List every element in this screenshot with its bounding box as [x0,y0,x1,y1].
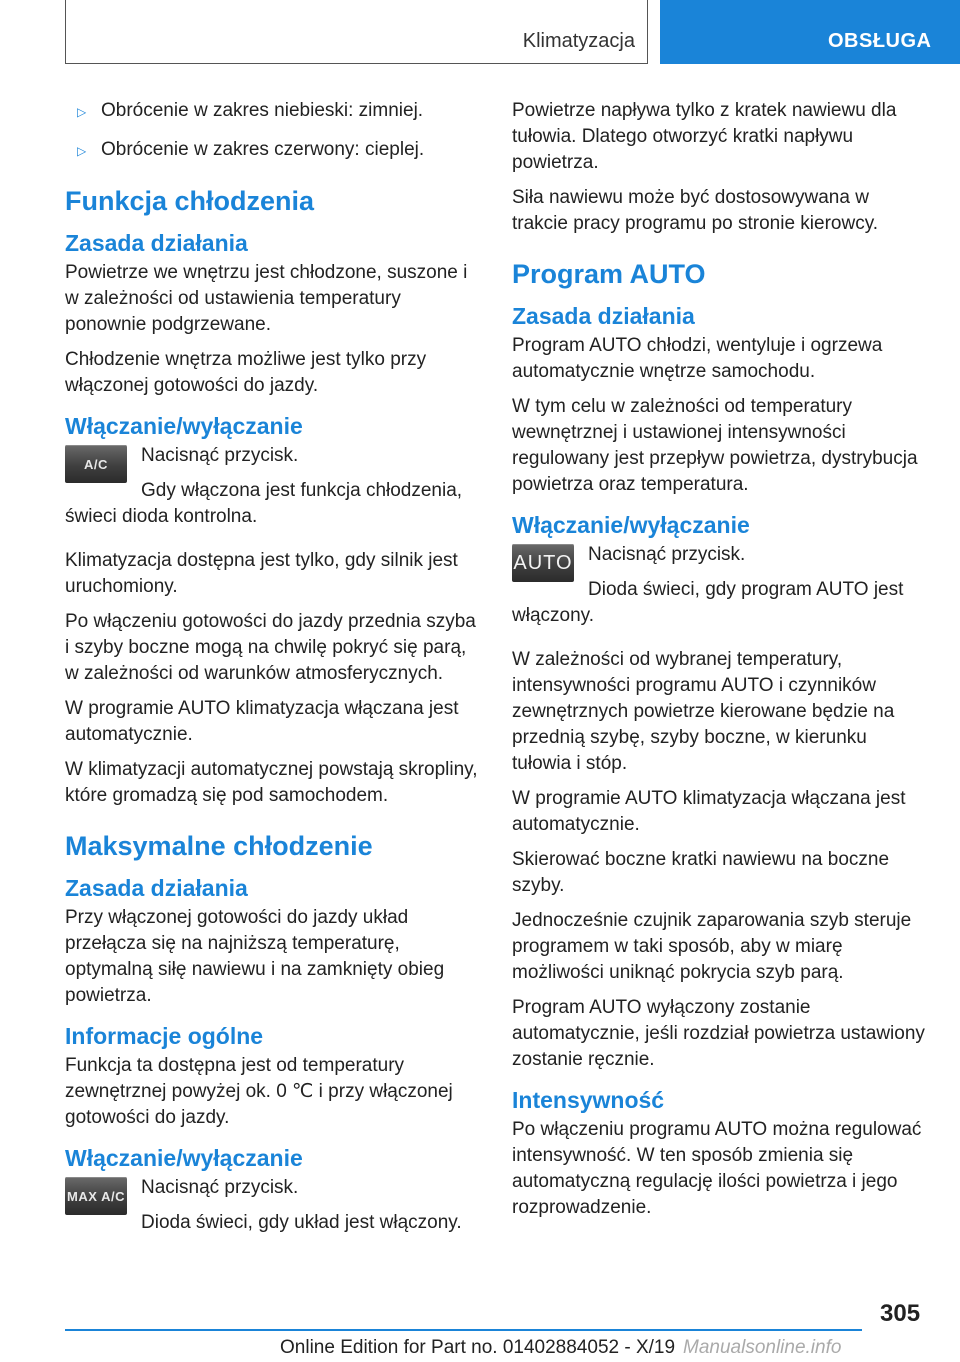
triangle-right-icon: ▷ [77,144,87,158]
paragraph: W programie AUTO klimatyzacja włączana jest automatycznie. [512,788,906,835]
paragraph: Skierować boczne kratki nawiewu na boczne szyby. [512,849,890,896]
list-item: ▷ Obrócenie w zakres niebieski: zimniej. [65,98,480,125]
paragraph: Powietrze napływa tylko z kratek nawiewu dla tułowia. Dlatego otworzyć kratki napływu powietrza. [512,100,897,173]
paragraph: Nacisnąć przycisk. [588,544,746,565]
header-section-box [65,0,648,64]
paragraph: W tym celu w zależności od temperatury wewnętrznej i ustawionej intensywności regulowany jest przepływ powietrza, dystrybucja powietrza oraz temperatura. [512,396,918,495]
heading-principle: Zasada działania [512,303,695,329]
heading-general-info: Informacje ogólne [65,1023,264,1049]
page-number: 305 [880,1300,921,1327]
heading-on-off: Włączanie/wyłączanie [65,413,303,439]
paragraph: Program AUTO wyłączony zostanie automatycznie, jeśli rozdział powietrza ustawiony zostanie ręcznie. [512,997,925,1070]
ac-button-image: A/C [65,445,127,483]
paragraph: W zależności od wybranej temperatury, intensywności programu AUTO i czynników zewnętrznych powietrze kierowane będzie na przednią szybę, szyby boczne, w kierunku tułowia i stóp. [512,649,895,774]
paragraph: Dioda świeci, gdy układ jest włączony. [141,1212,462,1233]
heading-intensity: Intensywność [512,1087,665,1113]
heading-principle: Zasada działania [65,875,248,901]
paragraph: Przy włączonej gotowości do jazdy układ przełącza się na najniższą temperaturę, optymalną siłę nawiewu i na zamknięty obieg powietrza. [65,907,445,1006]
heading-principle: Zasada działania [65,230,248,256]
paragraph: Po włączeniu programu AUTO można regulować intensywność. W ten sposób zmienia się automatyczną regulację ilości powietrza i jego rozprowadzenie. [512,1119,922,1218]
right-column [512,98,927,1230]
paragraph: Powietrze we wnętrzu jest chłodzone, suszone i w zależności od ustawienia temperatury ponownie podgrzewane. [65,262,468,335]
paragraph: Siła nawiewu może być dostosowywana w trakcie pracy programu po stronie kierowcy. [512,187,879,234]
paragraph: Jednocześnie czujnik zaparowania szyb steruje programem w taki sposób, aby w miarę możliwości uniknąć pokrycia szyb parą. [512,910,912,983]
button-instruction [65,1175,480,1245]
left-column [65,98,480,1245]
paragraph: Program AUTO chłodzi, wentyluje i ogrzewa automatycznie wnętrze samochodu. [512,335,883,382]
paragraph: Funkcja ta dostępna jest od temperatury zewnętrznej powyżej ok. 0 ℃ i przy włączonej gotowości do jazdy. [65,1055,453,1128]
footer-divider [65,1329,862,1331]
paragraph: W programie AUTO klimatyzacja włączana jest automatycznie. [65,698,459,745]
paragraph: Nacisnąć przycisk. [141,1177,299,1198]
header-chapter-title: OBSŁUGA [828,30,932,52]
paragraph: Chłodzenie wnętrza możliwe jest tylko przy włączonej gotowości do jazdy. [65,349,427,396]
max-ac-button-image: MAX A/C [65,1177,127,1215]
heading-cooling-function: Funkcja chłodzenia [65,186,315,216]
auto-button-image: AUTO [512,544,574,582]
list-item: ▷ Obrócenie w zakres czerwony: cieplej. [65,137,480,164]
heading-max-cooling: Maksymalne chłodzenie [65,831,373,861]
paragraph: Gdy włączona jest funkcja chłodzenia, świeci dioda kontrolna. [65,480,463,527]
watermark: Manualsonline.info [683,1337,842,1358]
heading-on-off: Włączanie/wyłączanie [512,512,750,538]
button-instruction [512,542,927,647]
footer-edition: Online Edition for Part no. 01402884052 - X/19 [280,1337,676,1358]
paragraph: Nacisnąć przycisk. [141,445,299,466]
paragraph: Dioda świeci, gdy program AUTO jest włączony. [512,579,904,626]
header-section-title: Klimatyzacja [522,30,635,52]
paragraph: W klimatyzacji automatycznej powstają skropliny, które gromadzą się pod samochodem. [65,759,478,806]
paragraph: Klimatyzacja dostępna jest tylko, gdy silnik jest uruchomiony. [65,550,458,597]
button-instruction [65,443,480,548]
heading-auto-program: Program AUTO [512,259,706,289]
paragraph: Po włączeniu gotowości do jazdy przednia szyba i szyby boczne mogą na chwilę pokryć się parą, w zależności od warunków atmosferycznych. [65,611,476,684]
triangle-right-icon: ▷ [77,105,87,119]
heading-on-off: Włączanie/wyłączanie [65,1145,303,1171]
header-chapter-tab [660,0,960,64]
